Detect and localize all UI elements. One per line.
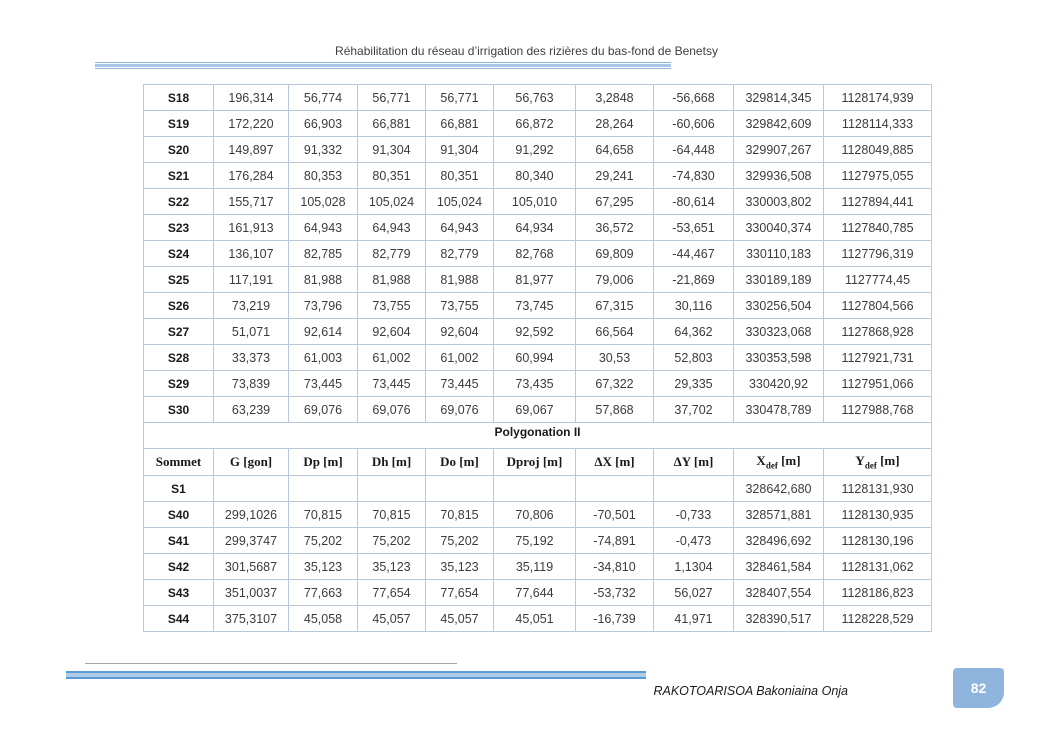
table-row bbox=[144, 267, 932, 293]
table-cell: 329907,267 bbox=[734, 137, 824, 163]
table-cell: 67,295 bbox=[576, 189, 654, 215]
column-header-do: Do [m] bbox=[426, 449, 494, 476]
table-cell: 56,771 bbox=[358, 85, 426, 111]
table-cell: 60,994 bbox=[494, 345, 576, 371]
table-cell: 81,988 bbox=[289, 267, 358, 293]
table-cell: 80,353 bbox=[289, 163, 358, 189]
table-cell: S23 bbox=[144, 215, 214, 241]
table-cell: 75,192 bbox=[494, 528, 576, 554]
table-cell: S25 bbox=[144, 267, 214, 293]
header-separator-band bbox=[95, 62, 671, 69]
table-cell bbox=[654, 476, 734, 502]
table-cell: 155,717 bbox=[214, 189, 289, 215]
table-cell: S42 bbox=[144, 554, 214, 580]
table-cell: 328407,554 bbox=[734, 580, 824, 606]
column-header-x-def: $X_{def}$ [m] bbox=[734, 449, 824, 476]
polygonation-section-body bbox=[144, 423, 932, 476]
table-cell: 82,768 bbox=[494, 241, 576, 267]
table-cell: 81,988 bbox=[358, 267, 426, 293]
table-cell bbox=[358, 476, 426, 502]
continuation-rows-body bbox=[144, 85, 932, 423]
table-cell: 67,315 bbox=[576, 293, 654, 319]
table-cell: 117,191 bbox=[214, 267, 289, 293]
table-cell: 1128130,935 bbox=[824, 502, 932, 528]
table-cell: 105,010 bbox=[494, 189, 576, 215]
table-cell: 1128186,823 bbox=[824, 580, 932, 606]
table-cell: S18 bbox=[144, 85, 214, 111]
table-cell: 176,284 bbox=[214, 163, 289, 189]
table-cell: 149,897 bbox=[214, 137, 289, 163]
table-cell: 92,614 bbox=[289, 319, 358, 345]
table-cell: 45,057 bbox=[358, 606, 426, 632]
table-cell: 330110,183 bbox=[734, 241, 824, 267]
table-cell: 41,971 bbox=[654, 606, 734, 632]
table-cell: 1,1304 bbox=[654, 554, 734, 580]
table-cell: S29 bbox=[144, 371, 214, 397]
table-cell: -16,739 bbox=[576, 606, 654, 632]
table-cell: 56,027 bbox=[654, 580, 734, 606]
footer-thin-rule bbox=[85, 663, 457, 664]
table-cell: 35,123 bbox=[426, 554, 494, 580]
table-cell: 70,815 bbox=[358, 502, 426, 528]
table-cell: 56,771 bbox=[426, 85, 494, 111]
table-cell: 330323,068 bbox=[734, 319, 824, 345]
table-cell: 3,2848 bbox=[576, 85, 654, 111]
table-cell: -56,668 bbox=[654, 85, 734, 111]
table-cell: 105,024 bbox=[358, 189, 426, 215]
table-cell: S43 bbox=[144, 580, 214, 606]
footer-separator-band bbox=[66, 671, 646, 679]
table-row bbox=[144, 163, 932, 189]
table-cell: 35,123 bbox=[289, 554, 358, 580]
table-cell: 1127894,441 bbox=[824, 189, 932, 215]
table-cell: 35,119 bbox=[494, 554, 576, 580]
polygonation-rows-body bbox=[144, 476, 932, 632]
table-cell: 375,3107 bbox=[214, 606, 289, 632]
table-cell: 1128228,529 bbox=[824, 606, 932, 632]
table-row bbox=[144, 345, 932, 371]
table-cell: 73,445 bbox=[426, 371, 494, 397]
table-cell: 79,006 bbox=[576, 267, 654, 293]
column-header-dp: Dp [m] bbox=[289, 449, 358, 476]
table-cell: -44,467 bbox=[654, 241, 734, 267]
table-cell: 330353,598 bbox=[734, 345, 824, 371]
table-cell: 1127951,066 bbox=[824, 371, 932, 397]
table-cell: -34,810 bbox=[576, 554, 654, 580]
table-cell: 66,881 bbox=[426, 111, 494, 137]
table-cell: -74,830 bbox=[654, 163, 734, 189]
table-cell: 329936,508 bbox=[734, 163, 824, 189]
table-cell: 69,067 bbox=[494, 397, 576, 423]
table-cell: 69,809 bbox=[576, 241, 654, 267]
table-cell: 328461,584 bbox=[734, 554, 824, 580]
table-cell: 29,335 bbox=[654, 371, 734, 397]
polygonation-table bbox=[143, 84, 932, 632]
table-cell: S40 bbox=[144, 502, 214, 528]
table-cell: 69,076 bbox=[358, 397, 426, 423]
table-cell: 330420,92 bbox=[734, 371, 824, 397]
table-cell: 330256,504 bbox=[734, 293, 824, 319]
table-cell: S26 bbox=[144, 293, 214, 319]
column-header-sommet: Sommet bbox=[144, 449, 214, 476]
table-cell: 1128131,062 bbox=[824, 554, 932, 580]
table-cell: 56,774 bbox=[289, 85, 358, 111]
column-header-delta-y: ΔY [m] bbox=[654, 449, 734, 476]
table-cell: 45,051 bbox=[494, 606, 576, 632]
table-cell: 66,881 bbox=[358, 111, 426, 137]
table-header-row bbox=[144, 449, 932, 476]
table-cell: 56,763 bbox=[494, 85, 576, 111]
table-cell: S20 bbox=[144, 137, 214, 163]
table-cell: 73,445 bbox=[358, 371, 426, 397]
table-row bbox=[144, 85, 932, 111]
table-cell: -64,448 bbox=[654, 137, 734, 163]
table-cell: 1127774,45 bbox=[824, 267, 932, 293]
table-cell: 92,604 bbox=[358, 319, 426, 345]
table-cell bbox=[426, 476, 494, 502]
table-cell: 1127840,785 bbox=[824, 215, 932, 241]
column-header-dproj: Dproj [m] bbox=[494, 449, 576, 476]
table-cell: 330040,374 bbox=[734, 215, 824, 241]
table-cell: 73,745 bbox=[494, 293, 576, 319]
table-cell: 1127988,768 bbox=[824, 397, 932, 423]
table-cell: S19 bbox=[144, 111, 214, 137]
table-cell: 172,220 bbox=[214, 111, 289, 137]
table-cell: 328390,517 bbox=[734, 606, 824, 632]
table-row bbox=[144, 397, 932, 423]
table-cell: 61,002 bbox=[358, 345, 426, 371]
table-cell: -53,651 bbox=[654, 215, 734, 241]
table-cell: 29,241 bbox=[576, 163, 654, 189]
table-cell: 136,107 bbox=[214, 241, 289, 267]
table-cell: 105,028 bbox=[289, 189, 358, 215]
page-number-badge: 82 bbox=[953, 668, 1004, 708]
table-cell: S22 bbox=[144, 189, 214, 215]
table-row bbox=[144, 528, 932, 554]
table-cell: 70,806 bbox=[494, 502, 576, 528]
table-cell: -70,501 bbox=[576, 502, 654, 528]
table-cell: 1127796,319 bbox=[824, 241, 932, 267]
table-row bbox=[144, 554, 932, 580]
column-header-delta-x: ΔX [m] bbox=[576, 449, 654, 476]
table-cell: 64,658 bbox=[576, 137, 654, 163]
table-cell: -21,869 bbox=[654, 267, 734, 293]
table-cell: 61,003 bbox=[289, 345, 358, 371]
table-cell: 64,934 bbox=[494, 215, 576, 241]
table-cell: 81,988 bbox=[426, 267, 494, 293]
table-cell bbox=[214, 476, 289, 502]
table-cell: -60,606 bbox=[654, 111, 734, 137]
table-cell: 80,351 bbox=[426, 163, 494, 189]
table-cell: 1127804,566 bbox=[824, 293, 932, 319]
table-row bbox=[144, 111, 932, 137]
table-cell: 299,3747 bbox=[214, 528, 289, 554]
table-cell: 1128130,196 bbox=[824, 528, 932, 554]
table-cell bbox=[289, 476, 358, 502]
table-cell: 1128131,930 bbox=[824, 476, 932, 502]
table-cell: 70,815 bbox=[289, 502, 358, 528]
table-cell: 82,785 bbox=[289, 241, 358, 267]
table-cell: 69,076 bbox=[426, 397, 494, 423]
table-row bbox=[144, 606, 932, 632]
table-cell: 328496,692 bbox=[734, 528, 824, 554]
table-cell: 64,943 bbox=[289, 215, 358, 241]
table-row bbox=[144, 293, 932, 319]
table-cell: 75,202 bbox=[426, 528, 494, 554]
table-cell: 1128114,333 bbox=[824, 111, 932, 137]
table-cell: S41 bbox=[144, 528, 214, 554]
table-cell: 37,702 bbox=[654, 397, 734, 423]
table-cell: 36,572 bbox=[576, 215, 654, 241]
table-cell: 64,943 bbox=[426, 215, 494, 241]
table-cell: 75,202 bbox=[289, 528, 358, 554]
table-cell: 69,076 bbox=[289, 397, 358, 423]
table-cell: 77,654 bbox=[426, 580, 494, 606]
table-cell: 67,322 bbox=[576, 371, 654, 397]
table-cell: 45,057 bbox=[426, 606, 494, 632]
table-cell: 73,435 bbox=[494, 371, 576, 397]
table-row bbox=[144, 580, 932, 606]
table-cell: 33,373 bbox=[214, 345, 289, 371]
table-cell: S24 bbox=[144, 241, 214, 267]
section-title: Polygonation II bbox=[144, 423, 932, 449]
column-header-y-def: $Y_{def}$ [m] bbox=[824, 449, 932, 476]
table-cell: 80,351 bbox=[358, 163, 426, 189]
table-cell: 73,796 bbox=[289, 293, 358, 319]
table-cell: 75,202 bbox=[358, 528, 426, 554]
table-cell: 73,755 bbox=[358, 293, 426, 319]
table-row bbox=[144, 476, 932, 502]
table-cell: 91,304 bbox=[426, 137, 494, 163]
table-cell: 73,755 bbox=[426, 293, 494, 319]
table-cell: 81,977 bbox=[494, 267, 576, 293]
table-cell: 70,815 bbox=[426, 502, 494, 528]
table-cell: 45,058 bbox=[289, 606, 358, 632]
table-cell: 61,002 bbox=[426, 345, 494, 371]
table-cell: 51,071 bbox=[214, 319, 289, 345]
table-cell: S27 bbox=[144, 319, 214, 345]
table-row bbox=[144, 215, 932, 241]
page-header-title: Réhabilitation du réseau d’irrigation des rizières du bas-fond de Benetsy bbox=[335, 44, 718, 58]
column-header-g: G [gon] bbox=[214, 449, 289, 476]
table-cell: -0,733 bbox=[654, 502, 734, 528]
table-cell: 80,340 bbox=[494, 163, 576, 189]
table-cell: 1128174,939 bbox=[824, 85, 932, 111]
table-cell: 82,779 bbox=[426, 241, 494, 267]
table-cell bbox=[494, 476, 576, 502]
table-cell: -53,732 bbox=[576, 580, 654, 606]
table-cell: 77,654 bbox=[358, 580, 426, 606]
table-cell: 66,872 bbox=[494, 111, 576, 137]
table-cell: 330478,789 bbox=[734, 397, 824, 423]
table-cell: 92,592 bbox=[494, 319, 576, 345]
table-cell: 351,0037 bbox=[214, 580, 289, 606]
table-cell: 91,292 bbox=[494, 137, 576, 163]
table-cell: 73,219 bbox=[214, 293, 289, 319]
table-cell: 196,314 bbox=[214, 85, 289, 111]
table-cell: 35,123 bbox=[358, 554, 426, 580]
table-cell: 91,304 bbox=[358, 137, 426, 163]
table-cell: S44 bbox=[144, 606, 214, 632]
table-row bbox=[144, 189, 932, 215]
table-cell: 92,604 bbox=[426, 319, 494, 345]
column-header-dh: Dh [m] bbox=[358, 449, 426, 476]
table-cell: S21 bbox=[144, 163, 214, 189]
table-cell: 1127868,928 bbox=[824, 319, 932, 345]
table-row bbox=[144, 371, 932, 397]
table-cell: 64,362 bbox=[654, 319, 734, 345]
table-cell: 57,868 bbox=[576, 397, 654, 423]
table-cell: 77,644 bbox=[494, 580, 576, 606]
table-cell: 52,803 bbox=[654, 345, 734, 371]
table-cell: 73,445 bbox=[289, 371, 358, 397]
table-cell: -80,614 bbox=[654, 189, 734, 215]
table-cell: 330003,802 bbox=[734, 189, 824, 215]
table-cell: 66,903 bbox=[289, 111, 358, 137]
table-cell: 77,663 bbox=[289, 580, 358, 606]
table-row bbox=[144, 137, 932, 163]
table-row bbox=[144, 319, 932, 345]
section-title-row bbox=[144, 423, 932, 449]
table-cell: 1127921,731 bbox=[824, 345, 932, 371]
table-cell: 28,264 bbox=[576, 111, 654, 137]
table-cell: 299,1026 bbox=[214, 502, 289, 528]
table-cell: 328571,881 bbox=[734, 502, 824, 528]
table-cell: S1 bbox=[144, 476, 214, 502]
table-cell: S28 bbox=[144, 345, 214, 371]
table-cell: 329814,345 bbox=[734, 85, 824, 111]
table-cell: 105,024 bbox=[426, 189, 494, 215]
table-cell: -74,891 bbox=[576, 528, 654, 554]
table-cell: 328642,680 bbox=[734, 476, 824, 502]
table-cell: 1127975,055 bbox=[824, 163, 932, 189]
table-row bbox=[144, 502, 932, 528]
table-cell bbox=[576, 476, 654, 502]
table-cell: 66,564 bbox=[576, 319, 654, 345]
table-cell: S30 bbox=[144, 397, 214, 423]
table-cell: 161,913 bbox=[214, 215, 289, 241]
table-cell: 30,53 bbox=[576, 345, 654, 371]
table-cell: 30,116 bbox=[654, 293, 734, 319]
table-cell: 91,332 bbox=[289, 137, 358, 163]
footer-author-name: RAKOTOARISOA Bakoniaina Onja bbox=[653, 684, 848, 698]
table-cell: 301,5687 bbox=[214, 554, 289, 580]
table-cell: -0,473 bbox=[654, 528, 734, 554]
table-cell: 73,839 bbox=[214, 371, 289, 397]
table-cell: 1128049,885 bbox=[824, 137, 932, 163]
table-cell: 63,239 bbox=[214, 397, 289, 423]
table-cell: 64,943 bbox=[358, 215, 426, 241]
table-cell: 330189,189 bbox=[734, 267, 824, 293]
table-cell: 82,779 bbox=[358, 241, 426, 267]
table-row bbox=[144, 241, 932, 267]
table-cell: 329842,609 bbox=[734, 111, 824, 137]
